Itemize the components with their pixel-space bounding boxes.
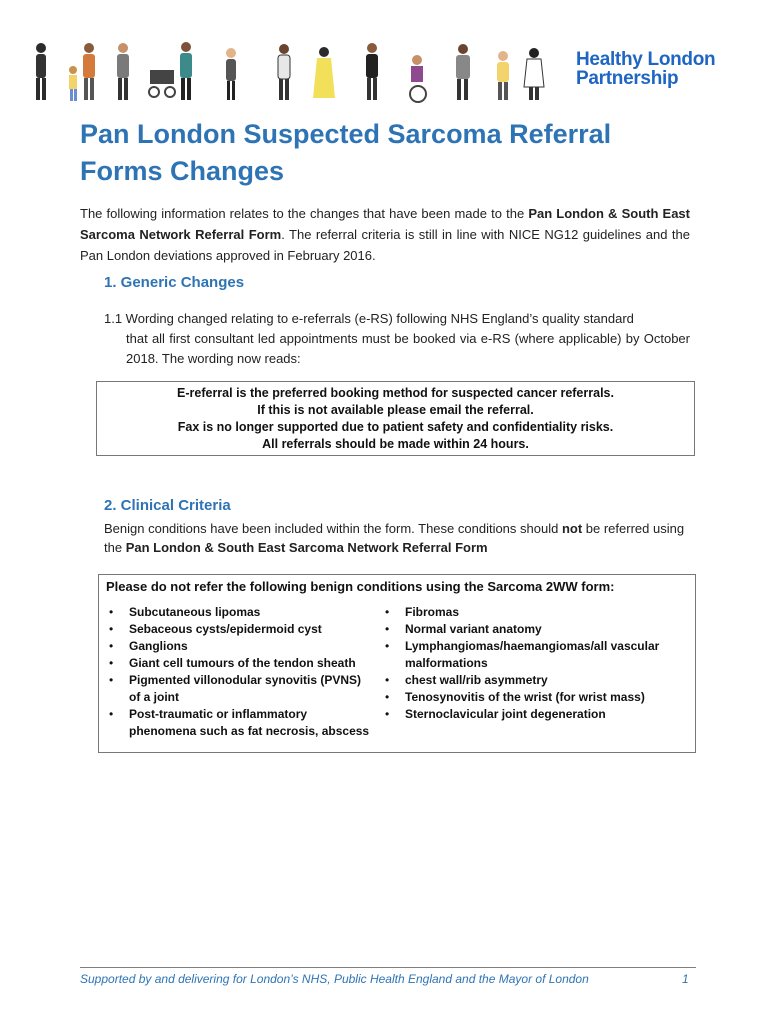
notice-line-1: E-referral is the preferred booking method for suspected cancer referrals.: [177, 386, 614, 400]
bullet-icon: •: [385, 605, 390, 619]
list-item: • Sternoclavicular joint degeneration: [385, 707, 606, 721]
bullet-icon: •: [385, 673, 390, 687]
bullet-icon: •: [109, 673, 114, 687]
list-item: • Post-traumatic or inflammatory phenomena such as fat necrosis, abscess: [109, 707, 370, 738]
intro-text-1: The following information relates to the changes that have been made to the: [80, 206, 529, 221]
section-heading-clinical-criteria: 2. Clinical Criteria: [104, 497, 231, 514]
clinical-text-1: Benign conditions have been included within the form. These conditions should: [104, 521, 562, 536]
list-item: • chest wall/rib asymmetry: [385, 673, 548, 687]
intro-form-name: Pan London & South East Sarcoma Network Referral Form: [80, 206, 690, 242]
clinical-criteria-paragraph: [104, 519, 694, 557]
page-number: 1: [682, 972, 689, 986]
section-heading-generic-changes: 1. Generic Changes: [104, 274, 245, 291]
notice-line-2: If this is not available please email the referral.: [257, 403, 534, 417]
people-illustration: [26, 40, 556, 106]
benign-conditions-left-list: [105, 604, 375, 740]
person-figures: [36, 42, 544, 102]
list-item: • Pigmented villonodular synovitis (PVNS) of a joint: [109, 673, 362, 704]
bullet-icon: •: [385, 622, 390, 636]
item-1-1: [104, 309, 690, 369]
page-title: [80, 116, 700, 190]
clinical-form-name: Pan London & South East Sarcoma Network Referral Form: [125, 540, 488, 555]
list-item: • Sebaceous cysts/epidermoid cyst: [109, 622, 322, 636]
e-referral-notice-box: [96, 381, 695, 456]
list-item: • Normal variant anatomy: [385, 622, 542, 636]
benign-conditions-right-list: [381, 604, 691, 723]
list-item: • Ganglions: [109, 639, 188, 653]
footer-divider: [80, 967, 696, 968]
title-line-1: Pan London Suspected Sarcoma Referral: [80, 119, 612, 149]
bullet-icon: •: [109, 656, 114, 670]
list-item: • Fibromas: [385, 605, 460, 619]
intro-paragraph: [80, 203, 690, 266]
logo-line-2: Partnership: [576, 68, 679, 89]
bullet-icon: •: [109, 639, 114, 653]
benign-conditions-box: [98, 574, 696, 753]
title-line-2: Forms Changes: [80, 156, 285, 186]
list-item: • Subcutaneous lipomas: [109, 605, 261, 619]
intro-text-2: . The referral criteria is still in line with NICE NG12 guidelines and the Pan London deviations approved in February 2016.: [80, 227, 690, 263]
bullet-icon: •: [385, 639, 390, 653]
footer-text: Supported by and delivering for London’s NHS, Public Health England and the Mayor of London: [80, 972, 589, 986]
benign-conditions-heading: Please do not refer the following benign conditions using the Sarcoma 2WW form:: [106, 579, 615, 594]
list-item: • Lymphangiomas/haemangiomas/all vascular malformations: [385, 639, 660, 670]
list-item: • Giant cell tumours of the tendon sheath: [109, 656, 356, 670]
clinical-text-not: not: [561, 521, 583, 536]
bullet-icon: •: [109, 622, 114, 636]
item-1-1-rest: that all first consultant led appointments must be booked via e-RS (where applicable) by October 2018. The wording now reads:: [126, 331, 690, 366]
logo-line-1: Healthy London: [576, 49, 716, 70]
bullet-icon: •: [109, 605, 114, 619]
bullet-icon: •: [385, 690, 390, 704]
bullet-icon: •: [385, 707, 390, 721]
notice-line-4: All referrals should be made within 24 hours.: [262, 437, 529, 451]
item-1-1-first-line: 1.1 Wording changed relating to e-referrals (e-RS) following NHS England’s quality standard: [104, 311, 634, 326]
clinical-text-2: be referred using the: [104, 521, 685, 555]
healthy-london-partnership-logo: [576, 50, 715, 88]
bullet-icon: •: [109, 707, 114, 721]
list-item: • Tenosynovitis of the wrist (for wrist mass): [385, 690, 645, 704]
notice-line-3: Fax is no longer supported due to patient safety and confidentiality risks.: [177, 420, 614, 434]
